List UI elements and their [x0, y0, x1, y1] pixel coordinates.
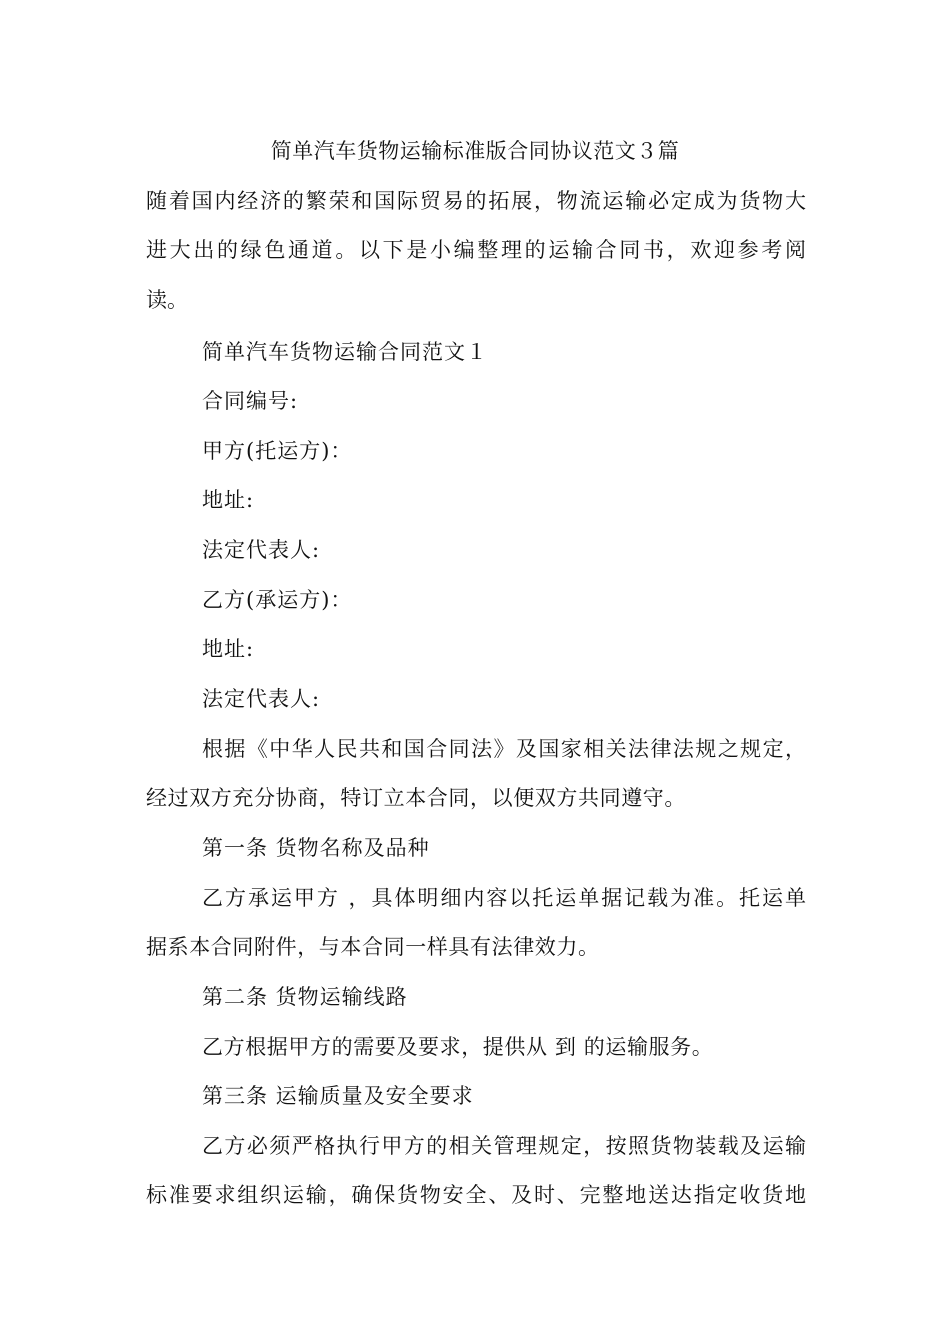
preamble-line-2: 经过双方充分协商，特订立本合同，以便双方共同遵守。	[146, 786, 686, 810]
article-1-line-2: 据系本合同附件，与本合同一样具有法律效力。	[146, 935, 600, 959]
article-1-line-1: 乙方承运甲方 ，具体明细内容以托运单据记载为准。托运单	[202, 886, 806, 910]
article-2-heading: 第二条 货物运输线路	[202, 985, 408, 1009]
party-b-address-label: 地址:	[202, 637, 255, 661]
article-3-line-1: 乙方必须严格执行甲方的相关管理规定，按照货物装载及运输	[202, 1134, 806, 1158]
article-3-heading: 第三条 运输质量及安全要求	[202, 1084, 474, 1108]
party-b-label: 乙方(承运方)：	[202, 588, 353, 612]
section-heading: 简单汽车货物运输合同范文１	[202, 340, 488, 364]
article-1-heading: 第一条 货物名称及品种	[202, 836, 430, 860]
party-a-representative-label: 法定代表人:	[202, 538, 321, 562]
intro-line-1: 随着国内经济的繁荣和国际贸易的拓展，物流运输必定成为货物大	[146, 189, 806, 213]
contract-number-label: 合同编号:	[202, 389, 299, 413]
article-2-line-1: 乙方根据甲方的需要及要求，提供从 到 的运输服务。	[202, 1035, 714, 1059]
intro-line-3: 读。	[146, 288, 188, 312]
document-title: 简单汽车货物运输标准版合同协议范文３篇	[270, 139, 680, 163]
party-a-address-label: 地址:	[202, 488, 255, 512]
party-a-label: 甲方(托运方)：	[202, 439, 353, 463]
preamble-line-1: 根据《中华人民共和国合同法》及国家相关法律法规之规定，	[202, 737, 806, 761]
party-b-representative-label: 法定代表人:	[202, 687, 321, 711]
article-3-line-2: 标准要求组织运输，确保货物安全、及时、完整地送达指定收货地	[146, 1183, 806, 1207]
intro-line-2: 进大出的绿色通道。以下是小编整理的运输合同书，欢迎参考阅	[146, 238, 806, 262]
